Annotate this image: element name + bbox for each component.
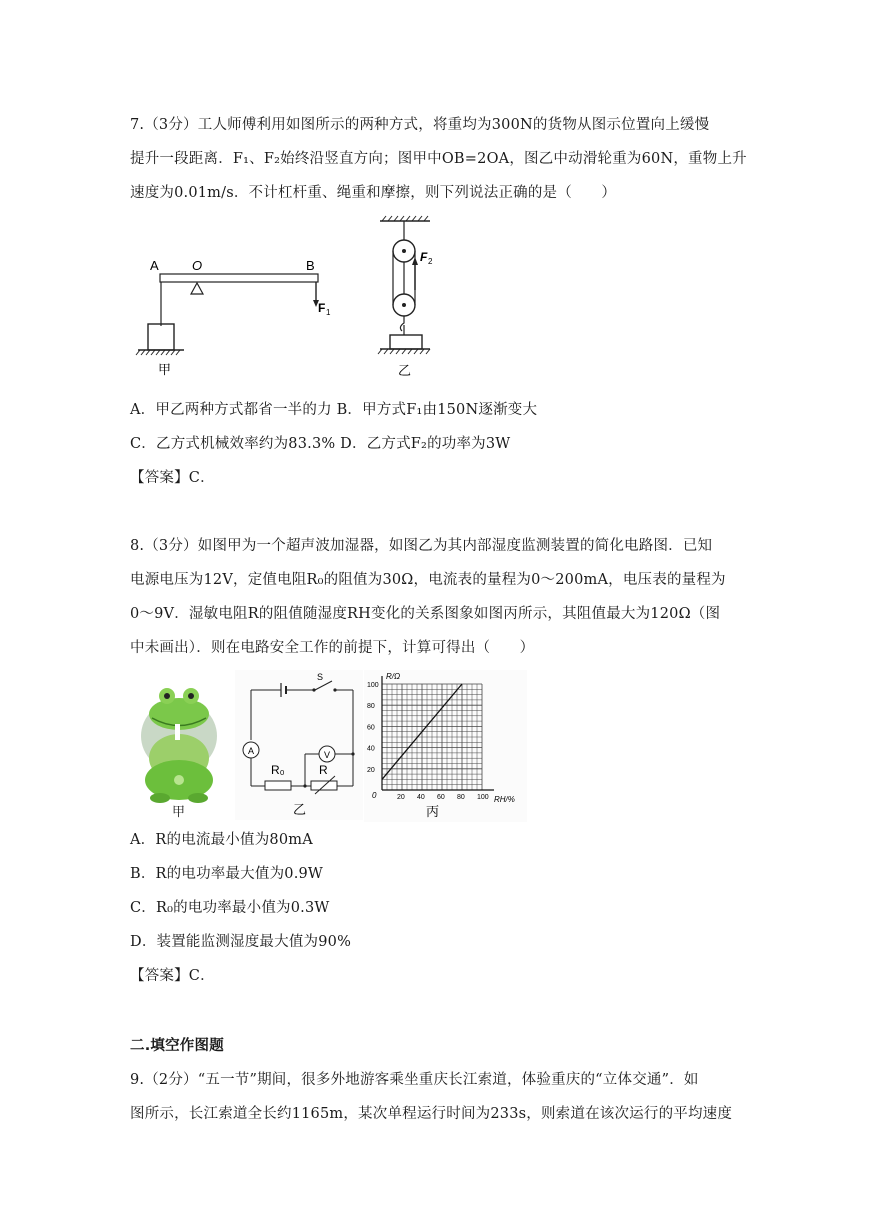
chart-ylabel: R/Ω bbox=[386, 672, 401, 681]
label-F1: F bbox=[318, 301, 326, 315]
q8-line4: 中未画出）．则在电路安全工作的前提下，计算可得出（ ） bbox=[130, 640, 535, 656]
label-F2: F bbox=[420, 250, 428, 264]
q9-line1: 9.（2分）“五一节”期间，很多外地游客乘坐重庆长江索道，体验重庆的“立体交通”．如 bbox=[130, 1072, 699, 1088]
q8-option-b: B．R的电功率最大值为0.9W bbox=[130, 866, 324, 882]
svg-text:2: 2 bbox=[428, 257, 433, 266]
label-R0: R₀ bbox=[271, 763, 285, 777]
x-tick-label: 20 bbox=[397, 794, 405, 801]
q9-line2: 图所示，长江索道全长约1165m，某次单程运行时间为233s，则索道在该次运行的平均速度 bbox=[130, 1106, 733, 1122]
label-S: S bbox=[317, 672, 324, 682]
q7-options-cd: C．乙方式机械效率约为83.3% D．乙方式F₂的功率为3W bbox=[130, 436, 511, 452]
x-tick-label: 100 bbox=[477, 794, 489, 801]
svg-text:1: 1 bbox=[326, 308, 331, 317]
pulley-figure bbox=[368, 215, 448, 380]
section-heading: 二.填空作图题 bbox=[130, 1038, 224, 1054]
caption-yi-8: 乙 bbox=[293, 802, 307, 817]
humidifier-image bbox=[132, 678, 227, 818]
lever-bar bbox=[160, 274, 318, 282]
caption-yi: 乙 bbox=[398, 363, 412, 378]
x-tick-label: 40 bbox=[417, 794, 425, 801]
q8-option-d: D．装置能监测湿度最大值为90% bbox=[130, 934, 352, 950]
chart-xlabel: RH/% bbox=[494, 795, 515, 804]
q8-answer: 【答案】C． bbox=[130, 968, 215, 984]
label-V-meter: V bbox=[324, 750, 331, 760]
caption-jia-8: 甲 bbox=[172, 804, 186, 818]
y-tick-label: 40 bbox=[367, 745, 375, 753]
q8-line3: 0～9V．湿敏电阻R的阻值随湿度RH变化的关系图象如图丙所示，其阻值最大为120Ω（图 bbox=[130, 606, 721, 622]
label-R: R bbox=[319, 763, 328, 777]
weight-box-yi bbox=[390, 335, 422, 349]
y-tick-label: 80 bbox=[367, 703, 375, 711]
y-tick-label: 20 bbox=[367, 766, 375, 774]
label-A: A bbox=[150, 258, 159, 273]
x-tick-label: 80 bbox=[457, 794, 465, 801]
caption-bing: 丙 bbox=[426, 804, 440, 819]
q7-line3: 速度为0.01m/s．不计杠杆重、绳重和摩擦，则下列说法正确的是（ ） bbox=[130, 185, 617, 201]
q8-line1: 8.（3分）如图甲为一个超声波加湿器，如图乙为其内部湿度监测装置的简化电路图．已知 bbox=[130, 538, 713, 554]
fulcrum bbox=[191, 283, 203, 294]
x-tick-label: 60 bbox=[437, 794, 445, 801]
q7-options-ab: A．甲乙两种方式都省一半的力 B．甲方式F₁由150N逐渐变大 bbox=[130, 402, 538, 418]
caption-jia: 甲 bbox=[158, 362, 172, 377]
q8-option-c: C．R₀的电功率最小值为0.3W bbox=[130, 900, 330, 916]
q7-line1: 7.（3分）工人师傅利用如图所示的两种方式，将重均为300N的货物从图示位置向上缓慢 bbox=[130, 117, 710, 133]
circuit-figure bbox=[235, 670, 363, 820]
y-tick-label: 100 bbox=[367, 682, 379, 689]
weight-box bbox=[148, 324, 174, 350]
q8-option-a: A．R的电流最小值为80mA bbox=[130, 832, 313, 848]
chart-origin: 0 bbox=[372, 791, 377, 800]
lever-figure bbox=[130, 248, 350, 383]
label-A-meter: A bbox=[248, 746, 255, 756]
q7-answer: 【答案】C． bbox=[130, 470, 215, 486]
label-O: O bbox=[192, 258, 203, 273]
label-B: B bbox=[306, 258, 315, 273]
q7-line2: 提升一段距离．F₁、F₂始终沿竖直方向；图甲中OB=2OA，图乙中动滑轮重为60N，重物上升 bbox=[130, 151, 747, 167]
q8-line2: 电源电压为12V，定值电阻R₀的阻值为30Ω，电流表的量程为0～200mA，电压表的量程为 bbox=[130, 572, 726, 588]
r-rh-chart bbox=[364, 670, 527, 822]
chart-grid bbox=[382, 684, 482, 790]
resistor-r0 bbox=[265, 781, 291, 790]
y-tick-label: 60 bbox=[367, 724, 375, 732]
